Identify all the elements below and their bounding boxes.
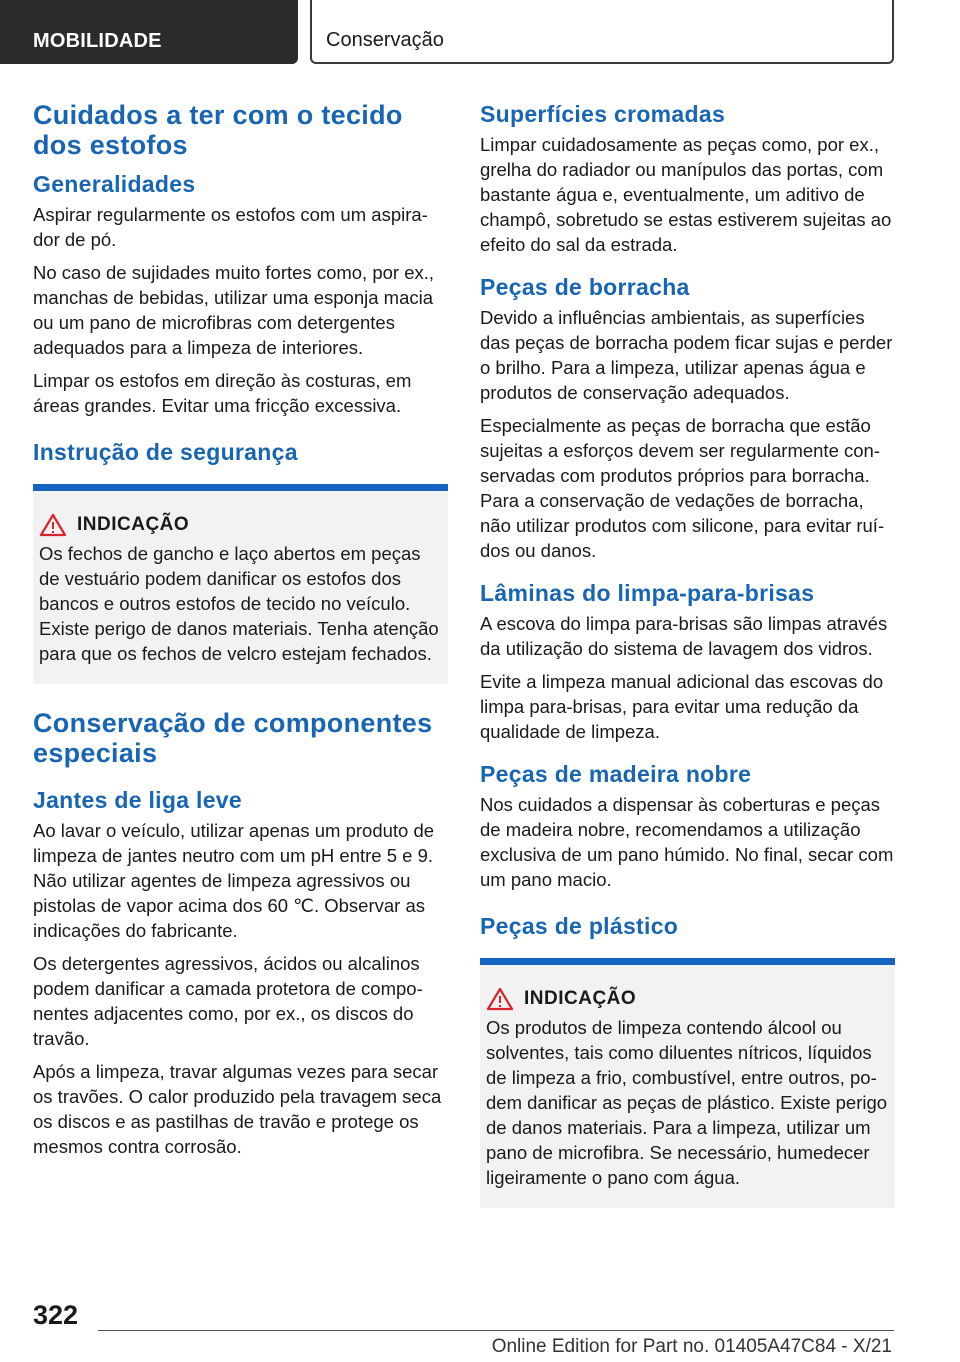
note-title: INDICAÇÃO: [524, 988, 637, 1009]
paragraph: No caso de sujidades muito fortes como, por ex., manchas de bebidas, utilizar uma esponja macia ou um pano de microfibras com detergentes adequados para a limpeza de interiores.: [33, 262, 435, 358]
heading-rubber: Peças de borracha: [480, 274, 690, 300]
paragraph: Aspirar regularmente os estofos com um aspirador de pó.: [33, 204, 428, 250]
paragraph: Evite a limpeza manual adicional das escovas do limpa para-brisas, para evitar uma redução da qualidade de limpeza.: [480, 671, 884, 742]
heading-special-components: Conservação de componentes especiais: [33, 708, 433, 768]
paragraph: Devido a influências ambientais, as superfícies das peças de borracha podem ficar sujas e perder o brilho. Para a limpeza, utilizar apenas água e produtos de conservação adequados.: [480, 307, 893, 403]
heading-wood: Peças de madeira nobre: [480, 761, 752, 787]
paragraph: Limpar cuidadosamente as peças como, por ex., grelha do radiador ou manípulos das portas, com bastante água e, eventualmente, um aditivo de champô, sobretudo se estas estiverem sujeitas ao efeito do sal da estrada.: [480, 134, 892, 255]
paragraph: Os detergentes agressivos, ácidos ou alcalinos podem danificar a camada protetora de componentes adjacentes como, por ex., os discos do travão.: [33, 953, 423, 1049]
warning-triangle-icon: [486, 987, 514, 1011]
heading-chrome: Superfícies cromadas: [480, 101, 726, 127]
heading-general: Generalidades: [33, 171, 196, 197]
chapter-box: [310, 0, 894, 64]
heading-alloy-wheels: Jantes de liga leve: [33, 787, 242, 813]
chapter-label: Conservação: [326, 29, 444, 51]
note-header: [486, 987, 889, 1011]
warning-triangle-icon: [39, 513, 67, 537]
heading-plastic: Peças de plástico: [480, 913, 679, 939]
plastic-note: [480, 958, 895, 1208]
heading-wipers: Lâminas do limpa-para-brisas: [480, 580, 815, 606]
paragraph: Limpar os estofos em direção às costuras, em áreas grandes. Evitar uma fricção excessiva.: [33, 370, 412, 416]
paragraph: Após a limpeza, travar algumas vezes para secar os travões. O calor produzido pela travagem seca os discos e as pastilhas de travão e protege os mesmos contra corrosão.: [33, 1061, 442, 1157]
note-header: [39, 513, 442, 537]
paragraph: Especialmente as peças de borracha que estão sujeitas a esforços devem ser regularmente conservadas com produtos próprios para borracha. Para a conservação de vedações de borracha, não utilizar produtos com silicone, para evitar ruídos ou danos.: [480, 415, 885, 561]
section-tab: [0, 0, 298, 64]
paragraph: A escova do limpa para-brisas são limpas através da utilização do sistema de lavagem dos vidros.: [480, 613, 888, 659]
safety-note: [33, 484, 448, 684]
heading-safety: Instrução de segurança: [33, 439, 298, 465]
note-text: Os fechos de gancho e laço abertos em peças de vestuário podem danificar os estofos dos bancos e outros estofos de tecido no veículo. Existe perigo de danos materiais. Tenha atenção para que os fechos de velcro estejam fechados.: [39, 543, 439, 664]
note-text: Os produtos de limpeza contendo álcool ou solventes, tais como diluentes nítricos, líquidos de limpeza a frio, combustível, entre outros, podem danificar as peças de plástico. Existe perigo de danos materiais. Para a limpeza, utilizar um pano de microfibra. Se necessário, humedecer ligeiramente o pano com água.: [486, 1017, 888, 1188]
footer-divider: [98, 1330, 894, 1331]
page-header: [0, 0, 960, 66]
note-title: INDICAÇÃO: [77, 514, 190, 535]
right-column: [480, 100, 895, 1232]
page-number: 322: [33, 1300, 79, 1330]
edition-info: Online Edition for Part no. 01405A47C84 - X/21: [491, 1336, 892, 1357]
heading-upholstery: Cuidados a ter com o tecido dos estofos: [33, 100, 403, 160]
paragraph: Nos cuidados a dispensar às coberturas e peças de madeira nobre, recomendamos a utilização exclusiva de um pano húmido. No final, secar com um pano macio.: [480, 794, 894, 890]
paragraph: Ao lavar o veículo, utilizar apenas um produto de limpeza de jantes neutro com um pH entre 5 e 9. Não utilizar agentes de limpeza agressivos ou pistolas de vapor acima dos 60 ℃. Observar as indicações do fabricante.: [33, 820, 435, 941]
section-label: MOBILIDADE: [33, 30, 162, 52]
left-column: [33, 100, 448, 1167]
